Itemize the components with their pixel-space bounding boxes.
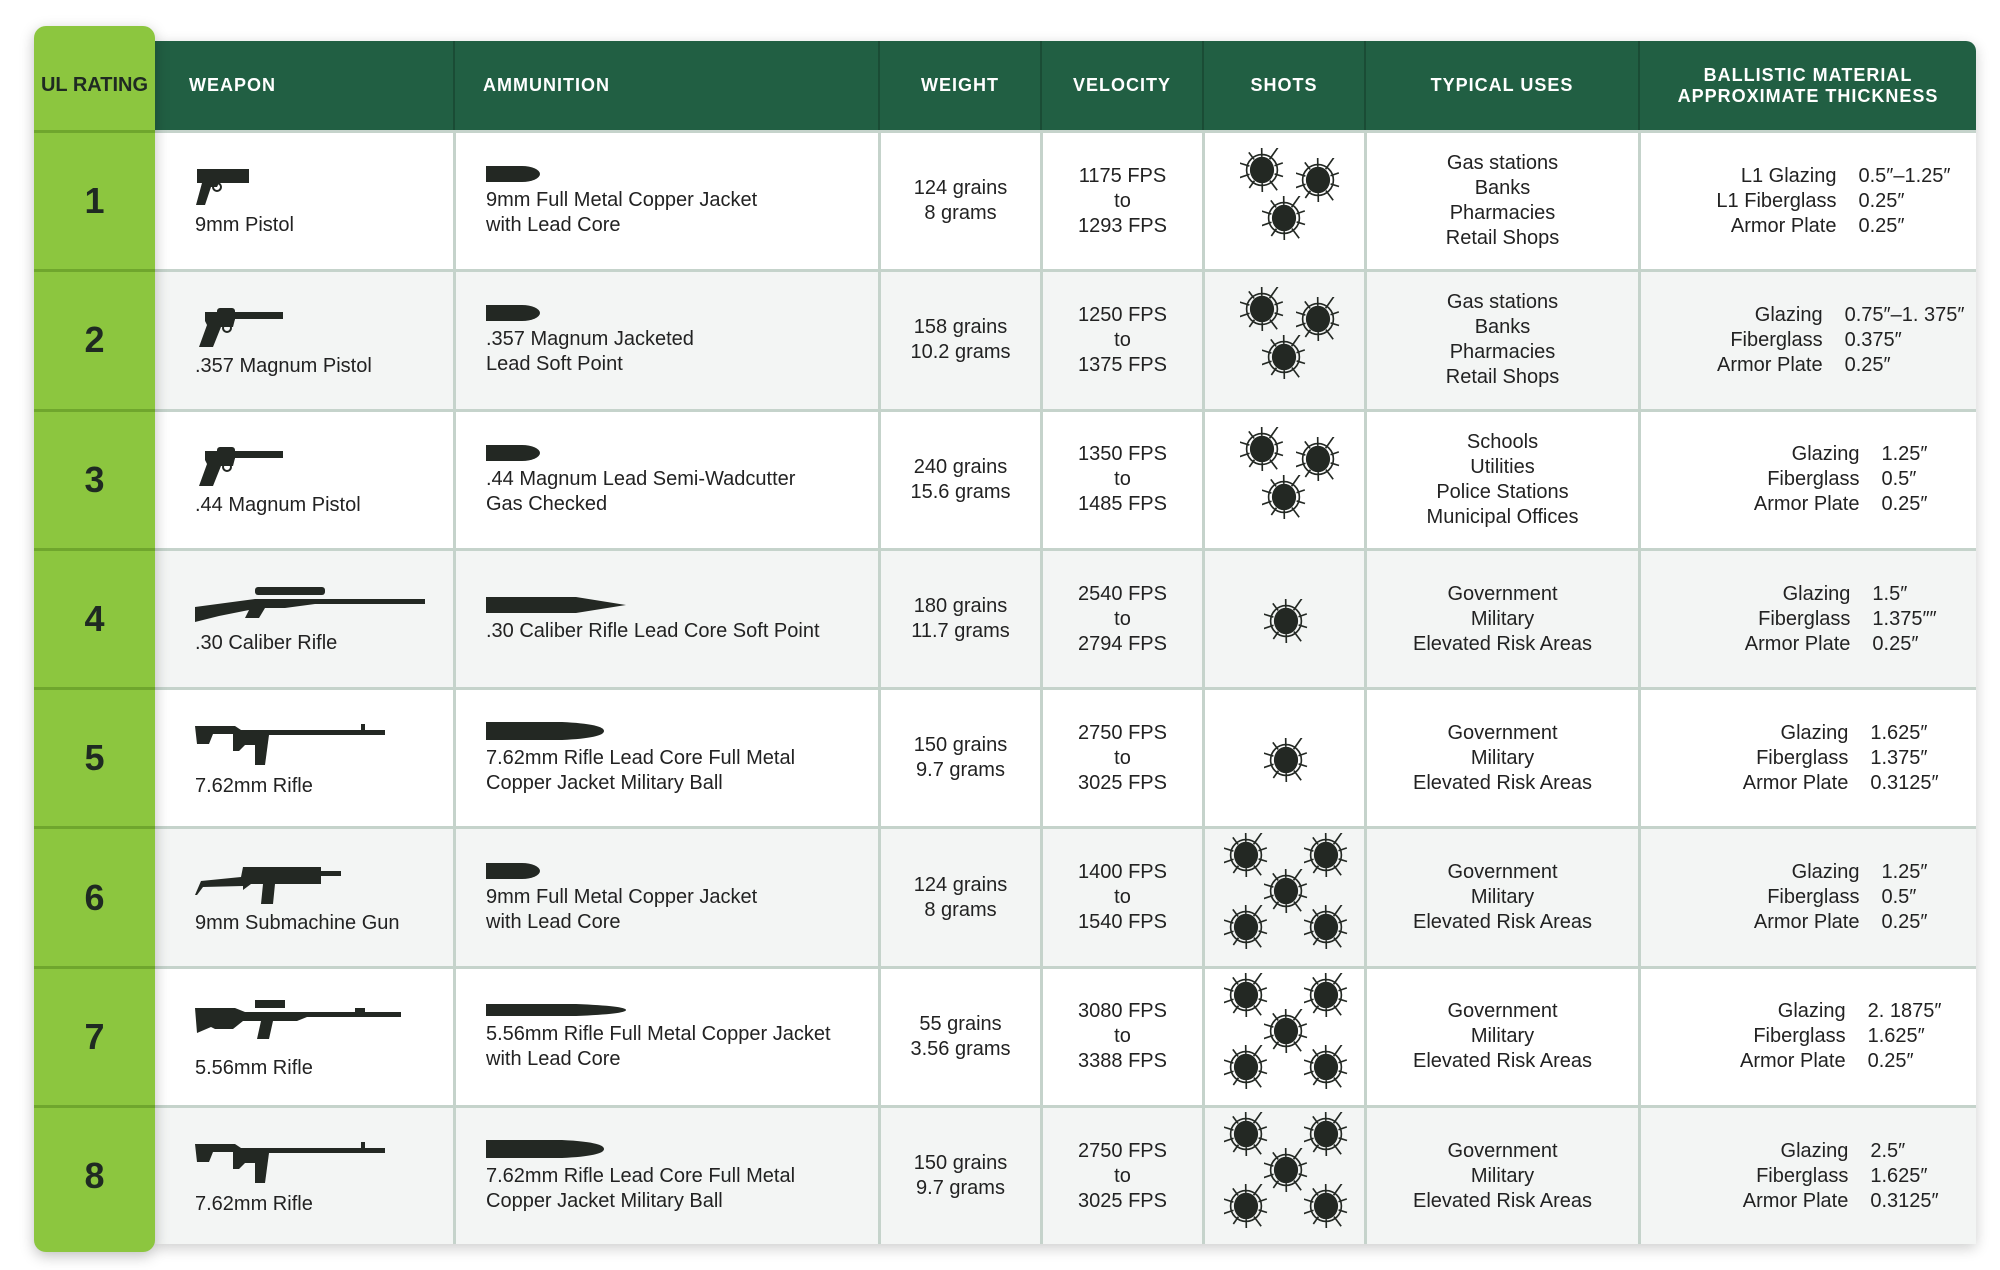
bullet-hole-icon: [1304, 1112, 1348, 1156]
table-row: [155, 966, 1976, 1105]
ammunition-cell: [453, 829, 878, 965]
typical-use: Military: [1470, 746, 1535, 769]
bullet-icon: [486, 720, 868, 746]
bullet-hole-icon: [1304, 973, 1348, 1017]
material-name: Fiberglass: [1753, 1025, 1846, 1048]
table-row: [155, 269, 1976, 408]
shots-cell: [1202, 690, 1364, 826]
weight-line: 180 grains: [913, 595, 1008, 618]
typical-uses-cell: [1364, 551, 1638, 687]
typical-use: Utilities: [1470, 455, 1535, 478]
typical-use: Gas stations: [1446, 152, 1559, 175]
material-name: Glazing: [1780, 1139, 1849, 1162]
shots-cell: [1202, 551, 1364, 687]
ballistic-thickness-cell: [1638, 133, 1976, 269]
velocity-line: to: [1114, 746, 1131, 769]
weight-line: 150 grains: [913, 1152, 1008, 1175]
typical-use: Banks: [1474, 316, 1531, 339]
rating-value: 4: [34, 548, 155, 687]
weapon-cell: [155, 690, 453, 826]
header-velocity: VELOCITY: [1040, 41, 1202, 130]
velocity-line: 1175 FPS: [1078, 164, 1167, 187]
bullet-icon: [486, 1002, 868, 1022]
bullet-hole-icon: [1224, 905, 1268, 949]
material-name: Armor Plate: [1716, 353, 1823, 376]
weight-cell: [878, 829, 1040, 965]
weight-line: 15.6 grams: [910, 480, 1011, 503]
weight-line: 8 grams: [924, 898, 997, 921]
velocity-line: to: [1114, 468, 1131, 491]
weapon-cell: [155, 551, 453, 687]
material-thickness: 0.25″: [1844, 353, 1891, 376]
typical-use: Government: [1447, 582, 1558, 605]
weapon-name: 9mm Pistol: [195, 213, 294, 236]
header-ballistic-material: [1638, 41, 1976, 130]
weapon-name: 7.62mm Rifle: [195, 774, 313, 797]
weight-cell: [878, 1108, 1040, 1244]
material-thickness: 2.5″: [1870, 1139, 1906, 1162]
typical-use: Pharmacies: [1449, 341, 1556, 364]
ballistic-thickness-cell: [1638, 969, 1976, 1105]
assault-rifle-icon: [195, 1138, 443, 1190]
velocity-cell: [1040, 1108, 1202, 1244]
shots-cell: [1202, 272, 1364, 408]
material-name: Fiberglass: [1756, 746, 1849, 769]
ammunition-cell: [453, 133, 878, 269]
material-thickness: 0.25″: [1858, 214, 1905, 237]
ballistic-thickness-cell: [1638, 551, 1976, 687]
typical-use: Elevated Risk Areas: [1413, 771, 1592, 794]
shots-cell: [1202, 412, 1364, 548]
typical-use: Elevated Risk Areas: [1413, 1050, 1592, 1073]
velocity-cell: [1040, 133, 1202, 269]
weight-line: 9.7 grams: [916, 759, 1005, 782]
weapon-name: 7.62mm Rifle: [195, 1192, 313, 1215]
ballistic-thickness-cell: [1638, 690, 1976, 826]
typical-use: Military: [1470, 1164, 1535, 1187]
weight-line: 124 grains: [913, 177, 1008, 200]
ballistic-thickness-cell: [1638, 829, 1976, 965]
material-thickness: 0.3125″: [1870, 771, 1939, 794]
material-thickness: 0.25″: [1881, 493, 1928, 516]
bullet-hole-icon: [1262, 196, 1306, 240]
revolver-icon: [195, 443, 443, 491]
velocity-line: 2794 FPS: [1078, 632, 1167, 655]
assault-rifle-icon: [195, 720, 443, 772]
velocity-line: 1350 FPS: [1078, 443, 1167, 466]
bullet-icon: [486, 861, 868, 885]
bullet-icon: [486, 164, 868, 188]
bullet-hole-icon: [1264, 1148, 1308, 1192]
header-ammunition: AMMUNITION: [453, 41, 878, 130]
ammunition-cell: [453, 969, 878, 1105]
velocity-line: 1375 FPS: [1078, 353, 1167, 376]
ballistic-thickness-cell: [1638, 1108, 1976, 1244]
material-thickness: 0.25″: [1881, 911, 1928, 934]
weight-line: 3.56 grams: [910, 1037, 1011, 1060]
typical-uses-cell: [1364, 969, 1638, 1105]
typical-use: Government: [1447, 1139, 1558, 1162]
bullet-hole-icon: [1264, 1009, 1308, 1053]
bullet-hole-icon: [1304, 1045, 1348, 1089]
material-thickness: 1.375″: [1870, 746, 1928, 769]
ballistic-rating-table: [155, 41, 1976, 1244]
weapon-name: .44 Magnum Pistol: [195, 494, 361, 517]
material-thickness: 0.25″: [1872, 632, 1919, 655]
material-thickness: 0.25″: [1858, 189, 1905, 212]
velocity-line: 1400 FPS: [1078, 861, 1167, 884]
bullet-hole-icon: [1224, 1045, 1268, 1089]
velocity-cell: [1040, 829, 1202, 965]
material-thickness: 0.5″: [1881, 886, 1917, 909]
weapon-cell: [155, 969, 453, 1105]
velocity-line: 3388 FPS: [1078, 1050, 1167, 1073]
material-name: Armor Plate: [1742, 1189, 1849, 1212]
table-row: [155, 1105, 1976, 1244]
weight-cell: [878, 133, 1040, 269]
weapon-cell: [155, 272, 453, 408]
material-name: Fiberglass: [1730, 328, 1823, 351]
typical-use: Government: [1447, 721, 1558, 744]
typical-use: Schools: [1466, 430, 1539, 453]
velocity-cell: [1040, 551, 1202, 687]
weight-cell: [878, 272, 1040, 408]
shots-cell: [1202, 1108, 1364, 1244]
bullet-hole-icon: [1224, 973, 1268, 1017]
rating-value: 7: [34, 966, 155, 1105]
velocity-line: 3080 FPS: [1078, 1000, 1167, 1023]
material-name: Glazing: [1777, 1000, 1846, 1023]
typical-uses-cell: [1364, 690, 1638, 826]
typical-use: Banks: [1474, 177, 1531, 200]
bullet-icon: [486, 443, 868, 467]
shots-cell: [1202, 969, 1364, 1105]
ul-rating-column: [34, 26, 155, 1252]
header-typical-uses: TYPICAL USES: [1364, 41, 1638, 130]
revolver-icon: [195, 304, 443, 352]
weight-line: 158 grains: [913, 316, 1008, 339]
velocity-line: to: [1114, 1164, 1131, 1187]
weight-cell: [878, 551, 1040, 687]
material-name: Armor Plate: [1744, 632, 1851, 655]
table-header: [155, 41, 1976, 130]
ul-rating-header: UL RATING: [40, 74, 149, 96]
typical-uses-cell: [1364, 272, 1638, 408]
typical-use: Gas stations: [1446, 291, 1559, 314]
material-thickness: 1.625″: [1867, 1025, 1925, 1048]
header-ballistic-line2: APPROXIMATE THICKNESS: [1677, 85, 1939, 106]
table-row: [155, 130, 1976, 269]
typical-uses-cell: [1364, 133, 1638, 269]
weight-line: 240 grains: [913, 455, 1008, 478]
ammunition-cell: [453, 551, 878, 687]
weapon-name: 5.56mm Rifle: [195, 1057, 313, 1080]
bullet-icon: [486, 303, 868, 327]
bullet-icon: [486, 595, 868, 619]
velocity-cell: [1040, 690, 1202, 826]
weight-cell: [878, 969, 1040, 1105]
material-name: Fiberglass: [1758, 607, 1851, 630]
material-thickness: 0.75″–1. 375″: [1844, 303, 1965, 326]
weapon-name: .30 Caliber Rifle: [195, 631, 338, 654]
ammunition-cell: [453, 1108, 878, 1244]
material-name: Glazing: [1782, 582, 1851, 605]
shots-cell: [1202, 133, 1364, 269]
submachine-gun-icon: [195, 861, 443, 909]
velocity-cell: [1040, 969, 1202, 1105]
material-name: Armor Plate: [1753, 911, 1860, 934]
material-name: Fiberglass: [1767, 468, 1860, 491]
rating-value: 8: [34, 1105, 155, 1244]
material-name: Glazing: [1780, 721, 1849, 744]
bullet-hole-icon: [1224, 1112, 1268, 1156]
typical-use: Military: [1470, 886, 1535, 909]
shots-cell: [1202, 829, 1364, 965]
header-weapon: WEAPON: [189, 75, 276, 95]
ammunition-line: 5.56mm Rifle Full Metal Copper Jacket: [486, 1022, 831, 1045]
typical-use: Elevated Risk Areas: [1413, 632, 1592, 655]
bullet-hole-icon: [1262, 335, 1306, 379]
velocity-line: 3025 FPS: [1078, 771, 1167, 794]
ammunition-line: Gas Checked: [486, 492, 608, 515]
ammunition-line: 9mm Full Metal Copper Jacket: [486, 189, 758, 212]
bullet-hole-icon: [1224, 833, 1268, 877]
typical-uses-cell: [1364, 1108, 1638, 1244]
ammunition-cell: [453, 690, 878, 826]
velocity-line: to: [1114, 607, 1131, 630]
material-name: Fiberglass: [1767, 886, 1860, 909]
bullet-hole-icon: [1304, 833, 1348, 877]
ammunition-line: .44 Magnum Lead Semi-Wadcutter: [486, 467, 796, 490]
ammunition-line: 9mm Full Metal Copper Jacket: [486, 885, 758, 908]
ammunition-cell: [453, 412, 878, 548]
ammunition-cell: [453, 272, 878, 408]
bullet-hole-icon: [1304, 1184, 1348, 1228]
ammunition-line: .30 Caliber Rifle Lead Core Soft Point: [486, 619, 820, 642]
material-thickness: 0.5″–1.25″: [1858, 164, 1951, 187]
typical-use: Retail Shops: [1445, 366, 1560, 389]
material-thickness: 1.625″: [1870, 721, 1928, 744]
velocity-cell: [1040, 412, 1202, 548]
bullet-icon: [486, 1138, 868, 1164]
material-name: Fiberglass: [1756, 1164, 1849, 1187]
ammunition-line: 7.62mm Rifle Lead Core Full Metal: [486, 1165, 796, 1188]
material-thickness: 0.3125″: [1870, 1189, 1939, 1212]
bullet-hole-icon: [1264, 738, 1308, 782]
weight-cell: [878, 412, 1040, 548]
weight-line: 55 grains: [919, 1012, 1002, 1035]
bullet-hole-icon: [1224, 1184, 1268, 1228]
table-row: [155, 826, 1976, 965]
material-name: Armor Plate: [1742, 771, 1849, 794]
material-thickness: 2. 1875″: [1867, 1000, 1942, 1023]
table-row: [155, 687, 1976, 826]
typical-use: Government: [1447, 861, 1558, 884]
typical-uses-cell: [1364, 829, 1638, 965]
header-shots: SHOTS: [1202, 41, 1364, 130]
rating-value: 3: [34, 409, 155, 548]
material-name: Glazing: [1791, 443, 1860, 466]
weapon-name: 9mm Submachine Gun: [195, 912, 400, 935]
typical-use: Elevated Risk Areas: [1413, 911, 1592, 934]
material-name: Glazing: [1791, 861, 1860, 884]
bullet-hole-icon: [1240, 427, 1284, 471]
typical-use: Pharmacies: [1449, 202, 1556, 225]
ammunition-line: Copper Jacket Military Ball: [486, 1190, 723, 1213]
material-thickness: 1.625″: [1870, 1164, 1928, 1187]
weight-line: 11.7 grams: [911, 620, 1010, 643]
bullet-hole-icon: [1264, 869, 1308, 913]
material-thickness: 0.375″: [1844, 328, 1902, 351]
ammunition-line: 7.62mm Rifle Lead Core Full Metal: [486, 747, 796, 770]
bullet-hole-icon: [1304, 905, 1348, 949]
weight-line: 8 grams: [924, 202, 997, 225]
material-name: L1 Fiberglass: [1716, 189, 1837, 212]
velocity-line: 1485 FPS: [1078, 493, 1167, 516]
rating-value: 5: [34, 687, 155, 826]
bullet-hole-icon: [1262, 475, 1306, 519]
velocity-line: to: [1114, 328, 1131, 351]
m16-rifle-icon: [195, 994, 443, 1054]
ammunition-line: Lead Soft Point: [486, 353, 623, 376]
ballistic-thickness-cell: [1638, 272, 1976, 408]
typical-use: Elevated Risk Areas: [1413, 1189, 1592, 1212]
weight-line: 124 grains: [913, 873, 1008, 896]
velocity-line: 2540 FPS: [1078, 582, 1167, 605]
material-thickness: 1.25″: [1881, 861, 1928, 884]
weapon-cell: [155, 829, 453, 965]
typical-use: Government: [1447, 1000, 1558, 1023]
rating-value: 2: [34, 269, 155, 408]
velocity-line: 1540 FPS: [1078, 911, 1167, 934]
ammunition-line: with Lead Core: [486, 214, 621, 237]
material-name: Armor Plate: [1730, 214, 1837, 237]
rating-value: 1: [34, 130, 155, 269]
material-thickness: 0.25″: [1867, 1050, 1914, 1073]
typical-use: Municipal Offices: [1426, 505, 1579, 528]
ammunition-line: with Lead Core: [486, 910, 621, 933]
bullet-hole-icon: [1264, 599, 1308, 643]
rating-value: 6: [34, 826, 155, 965]
weapon-cell: [155, 412, 453, 548]
typical-use: Military: [1470, 1025, 1535, 1048]
velocity-cell: [1040, 272, 1202, 408]
material-name: Armor Plate: [1740, 1050, 1846, 1073]
weight-line: 10.2 grams: [910, 341, 1011, 364]
weight-line: 150 grains: [913, 734, 1008, 757]
material-thickness: 0.5″: [1881, 468, 1917, 491]
weight-line: 9.7 grams: [916, 1177, 1005, 1200]
header-weight: WEIGHT: [878, 41, 1040, 130]
table-row: [155, 409, 1976, 548]
weapon-cell: [155, 1108, 453, 1244]
table-row: [155, 548, 1976, 687]
bullet-hole-icon: [1240, 148, 1284, 192]
velocity-line: 2750 FPS: [1078, 721, 1167, 744]
header-ballistic-line1: BALLISTIC MATERIAL: [1703, 64, 1913, 85]
ammunition-line: with Lead Core: [486, 1047, 621, 1070]
material-thickness: 1.5″: [1872, 582, 1908, 605]
material-thickness: 1.25″: [1881, 443, 1928, 466]
typical-use: Police Stations: [1436, 480, 1569, 503]
pistol-icon: [195, 167, 443, 211]
material-name: L1 Glazing: [1740, 164, 1837, 187]
ballistic-thickness-cell: [1638, 412, 1976, 548]
velocity-line: to: [1114, 886, 1131, 909]
velocity-line: to: [1114, 189, 1131, 212]
material-name: Glazing: [1754, 303, 1823, 326]
weapon-cell: [155, 133, 453, 269]
material-thickness: 1.375″″: [1872, 607, 1937, 630]
ammunition-line: .357 Magnum Jacketed: [486, 328, 694, 351]
scoped-rifle-icon: [195, 585, 443, 629]
material-name: Armor Plate: [1753, 493, 1860, 516]
typical-use: Retail Shops: [1445, 227, 1560, 250]
ammunition-line: Copper Jacket Military Ball: [486, 772, 723, 795]
velocity-line: to: [1114, 1025, 1131, 1048]
velocity-line: 1293 FPS: [1078, 214, 1167, 237]
weight-cell: [878, 690, 1040, 826]
velocity-line: 3025 FPS: [1078, 1189, 1167, 1212]
bullet-hole-icon: [1240, 287, 1284, 331]
typical-uses-cell: [1364, 412, 1638, 548]
velocity-line: 2750 FPS: [1078, 1139, 1167, 1162]
velocity-line: 1250 FPS: [1078, 303, 1167, 326]
typical-use: Military: [1470, 607, 1535, 630]
weapon-name: .357 Magnum Pistol: [195, 354, 372, 377]
